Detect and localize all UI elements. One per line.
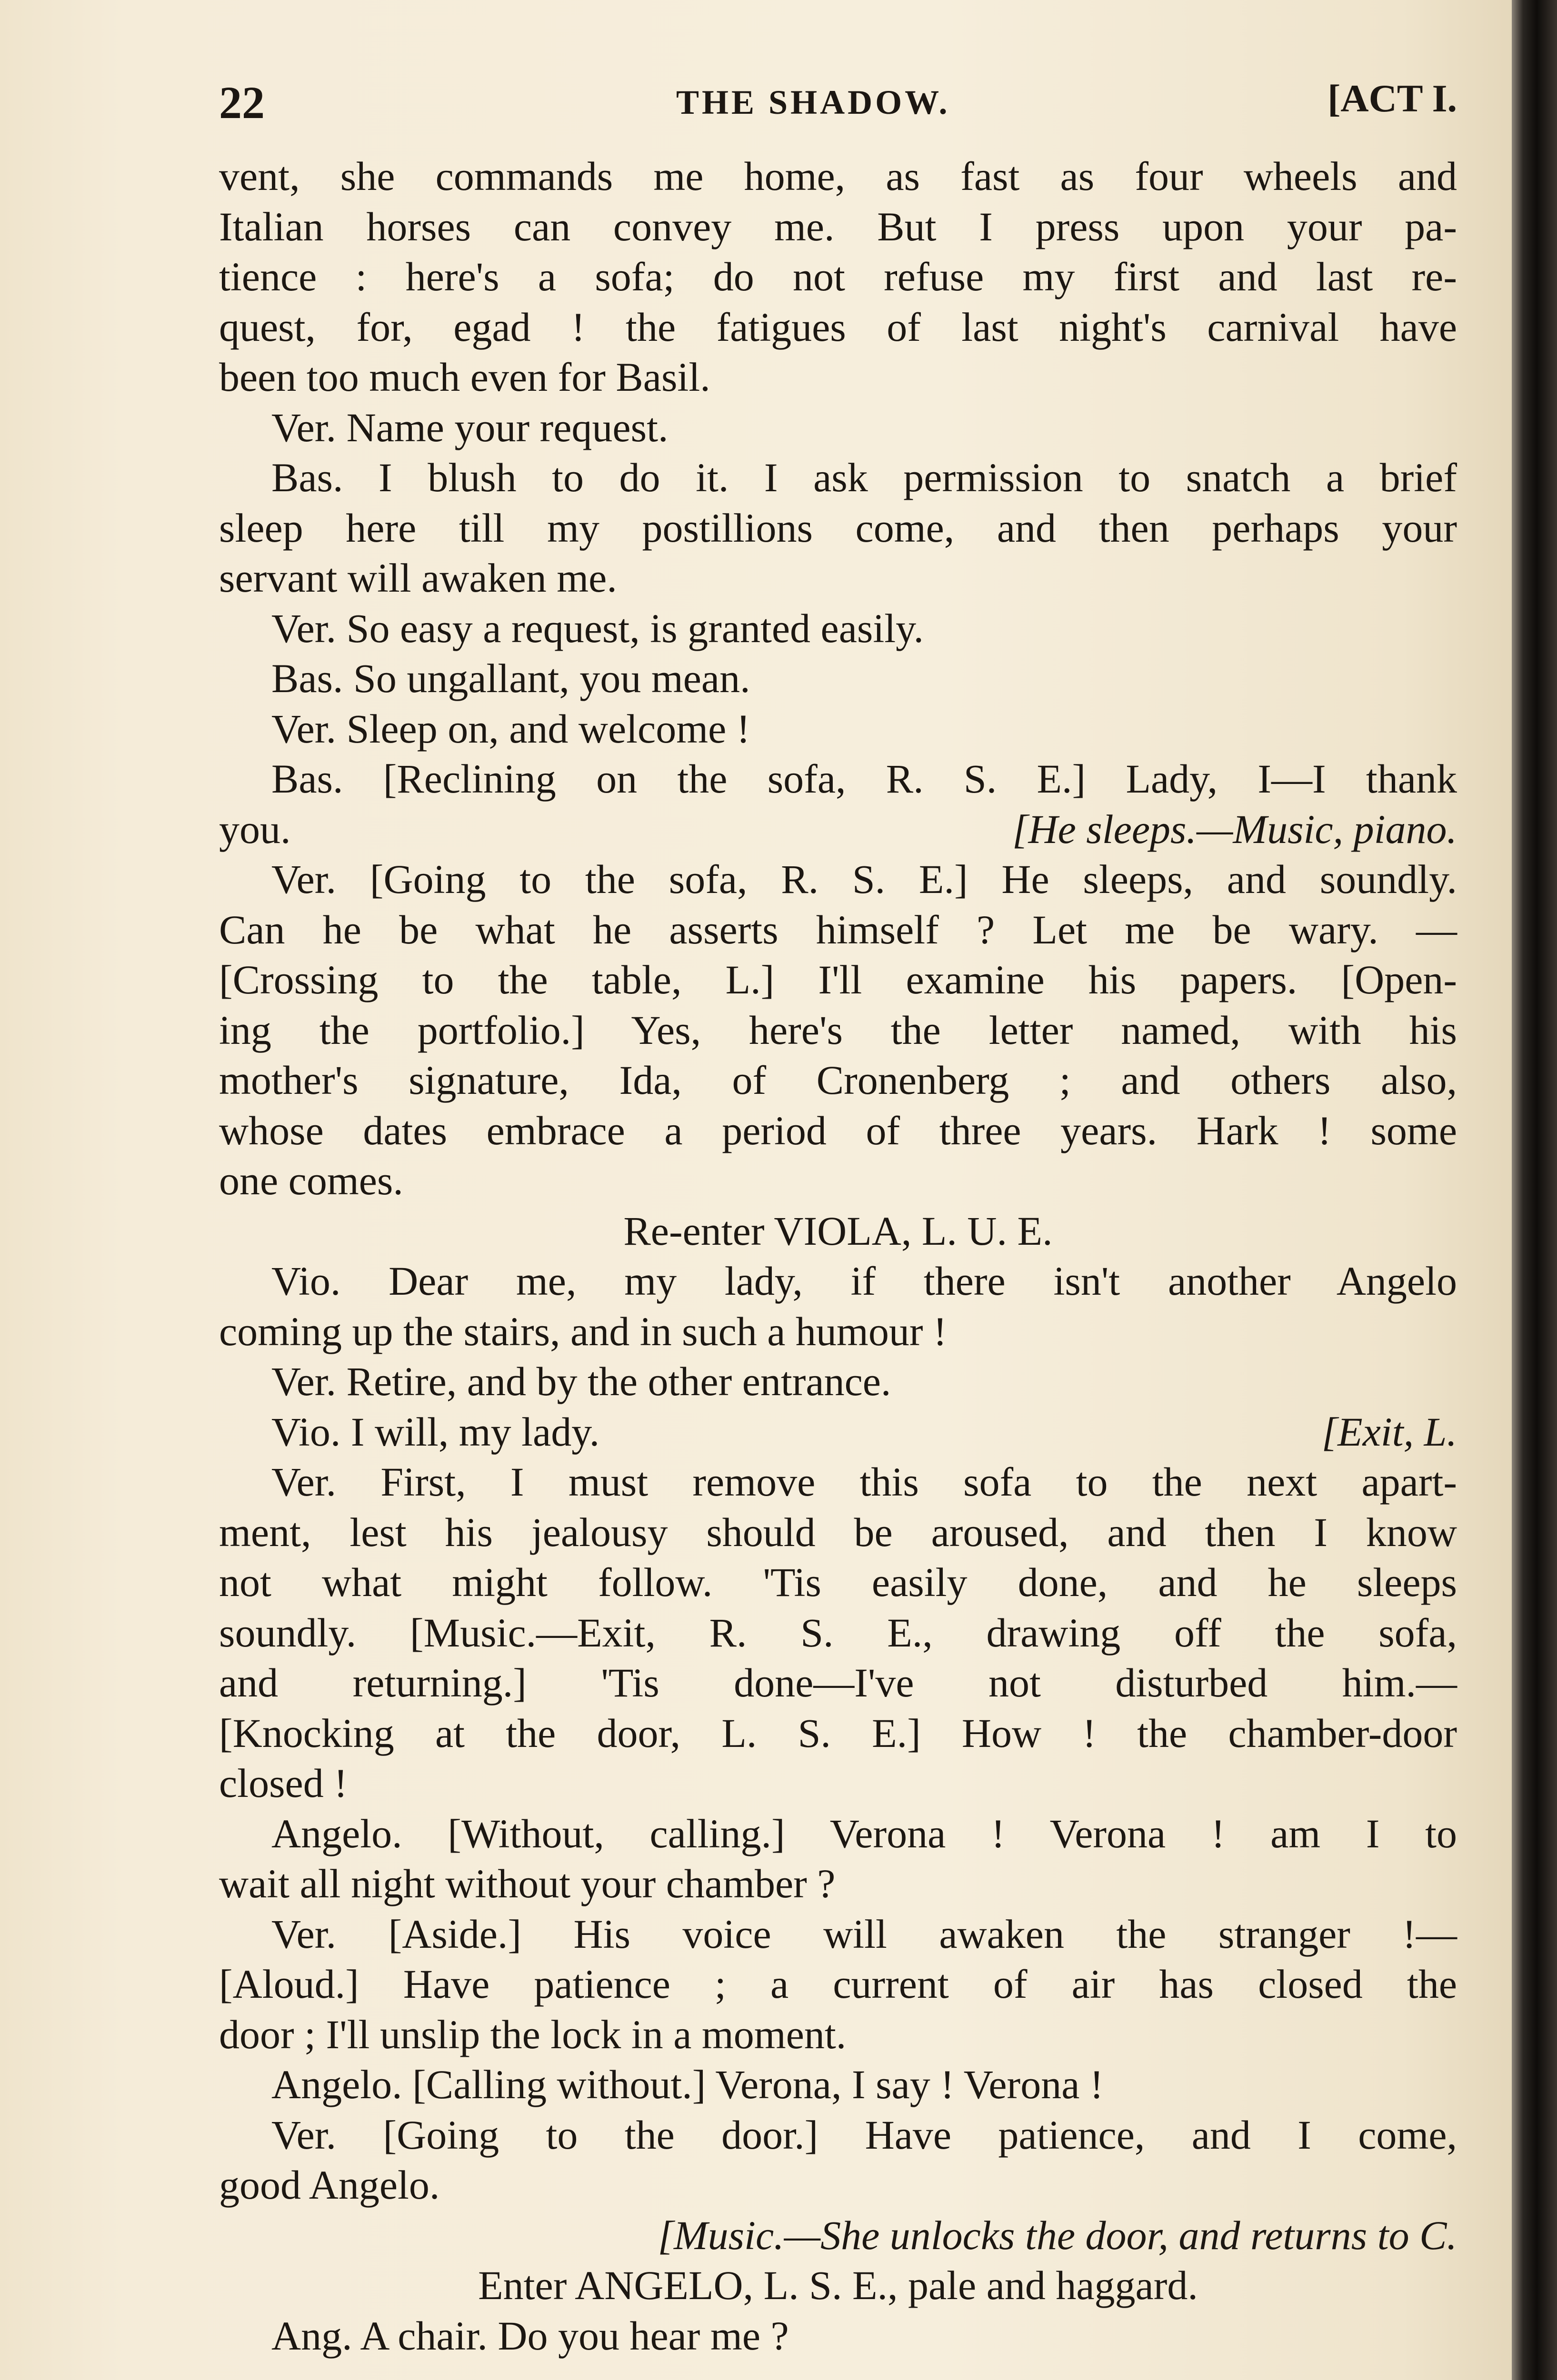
speech-line: Vio. Dear me, my lady, if there isn't another Angelo: [271, 1258, 1457, 1304]
speech-line: Ver. Name your request.: [271, 404, 669, 450]
text-line: soundly. [Music.—Exit, R. S. E., drawing off the sofa,: [219, 1609, 1457, 1656]
split-line: [219, 1407, 1457, 1458]
text-line: and returning.] 'Tis done—I've not disturbed him.—: [219, 1660, 1457, 1706]
speech-line: Bas. I blush to do it. I ask permission to snatch a brief: [271, 455, 1457, 500]
text-line: door ; I'll unslip the lock in a moment.: [219, 2011, 847, 2057]
text-line: one comes.: [219, 1158, 403, 1203]
text-line: good Angelo.: [219, 2162, 440, 2208]
stage-exit: [Exit, L.: [1321, 1408, 1457, 1455]
stage-entrance: Enter ANGELO, L. S. E., pale and haggard.: [478, 2262, 1198, 2308]
stage-direction: [He sleeps.—Music, piano.: [1012, 806, 1457, 852]
running-title: THE SHADOW.: [676, 83, 950, 121]
speech-line: Ver. First, I must remove this sofa to the next apart-: [271, 1459, 1457, 1505]
text-line: whose dates embrace a period of three years. Hark ! some: [219, 1107, 1457, 1153]
speech-line: Ang. A chair. Do you hear me ?: [271, 2312, 789, 2359]
text-line: ment, lest his jealousy should be aroused, and then I know: [219, 1509, 1457, 1555]
speech-line: Ver. [Going to the sofa, R. S. E.] He sleeps, and soundly.: [271, 856, 1457, 902]
text-line: not what might follow. 'Tis easily done, and he sleeps: [219, 1559, 1457, 1605]
book-spine: [1512, 0, 1557, 2380]
text-line: [Aloud.] Have patience ; a current of air has closed the: [219, 1961, 1457, 2007]
stage-direction: [Music.—She unlocks the door, and returns to C.: [658, 2212, 1457, 2258]
text-line: mother's signature, Ida, of Cronenberg ; and others also,: [219, 1057, 1457, 1103]
speech-line: Ver. Sleep on, and welcome !: [271, 705, 750, 752]
text-line: [Knocking at the door, L. S. E.] How ! the chamber-door: [219, 1710, 1457, 1756]
speech-line: Ver. [Aside.] His voice will awaken the stranger !—: [271, 1911, 1457, 1957]
page-number: 22: [219, 77, 265, 128]
text-line: ing the portfolio.] Yes, here's the letter named, with his: [219, 1007, 1457, 1053]
speech-line: Ver. So easy a request, is granted easily.: [271, 605, 924, 651]
text-line: closed !: [219, 1760, 348, 1806]
speech-line: Bas. [Reclining on the sofa, R. S. E.] Lady, I—I thank: [271, 756, 1457, 802]
text-line: Can he be what he asserts himself ? Let me be wary. —: [219, 906, 1457, 952]
text-line: been too much even for Basil.: [219, 354, 710, 400]
speech-line: Vio. I will, my lady.: [271, 1408, 600, 1455]
split-line: [219, 804, 1457, 855]
speech-line: Angelo. [Calling without.] Verona, I say ! Verona !: [271, 2062, 1104, 2107]
speech-line: Ver. Retire, and by the other entrance.: [271, 1359, 891, 1404]
speech-line: Bas. So ungallant, you mean.: [271, 655, 750, 701]
act-marker: [ACT I.: [1327, 77, 1457, 120]
text-line: you.: [219, 806, 291, 852]
text-line: Italian horses can convey me. But I press upon your pa-: [219, 203, 1457, 249]
text-line: [Crossing to the table, L.] I'll examine his papers. [Open-: [219, 957, 1457, 1002]
text-line: quest, for, egad ! the fatigues of last night's carnival have: [219, 304, 1457, 350]
text-line: servant will awaken me.: [219, 555, 617, 601]
text-line: coming up the stairs, and in such a humour !: [219, 1308, 947, 1354]
stage-entrance: Re-enter VIOLA, L. U. E.: [623, 1208, 1053, 1254]
text-line: vent, she commands me home, as fast as four wheels and: [219, 153, 1457, 199]
text-line: tience : here's a sofa; do not refuse my first and last re-: [219, 254, 1457, 299]
speech-line: Ver. [Going to the door.] Have patience, and I come,: [271, 2112, 1457, 2158]
text-line: sleep here till my postillions come, and then perhaps your: [219, 505, 1457, 551]
page-body: [219, 151, 1457, 2361]
text-line: wait all night without your chamber ?: [219, 1861, 836, 1906]
page-header: [219, 76, 1457, 138]
speech-line: Angelo. [Without, calling.] Verona ! Verona ! am I to: [271, 1810, 1457, 1856]
